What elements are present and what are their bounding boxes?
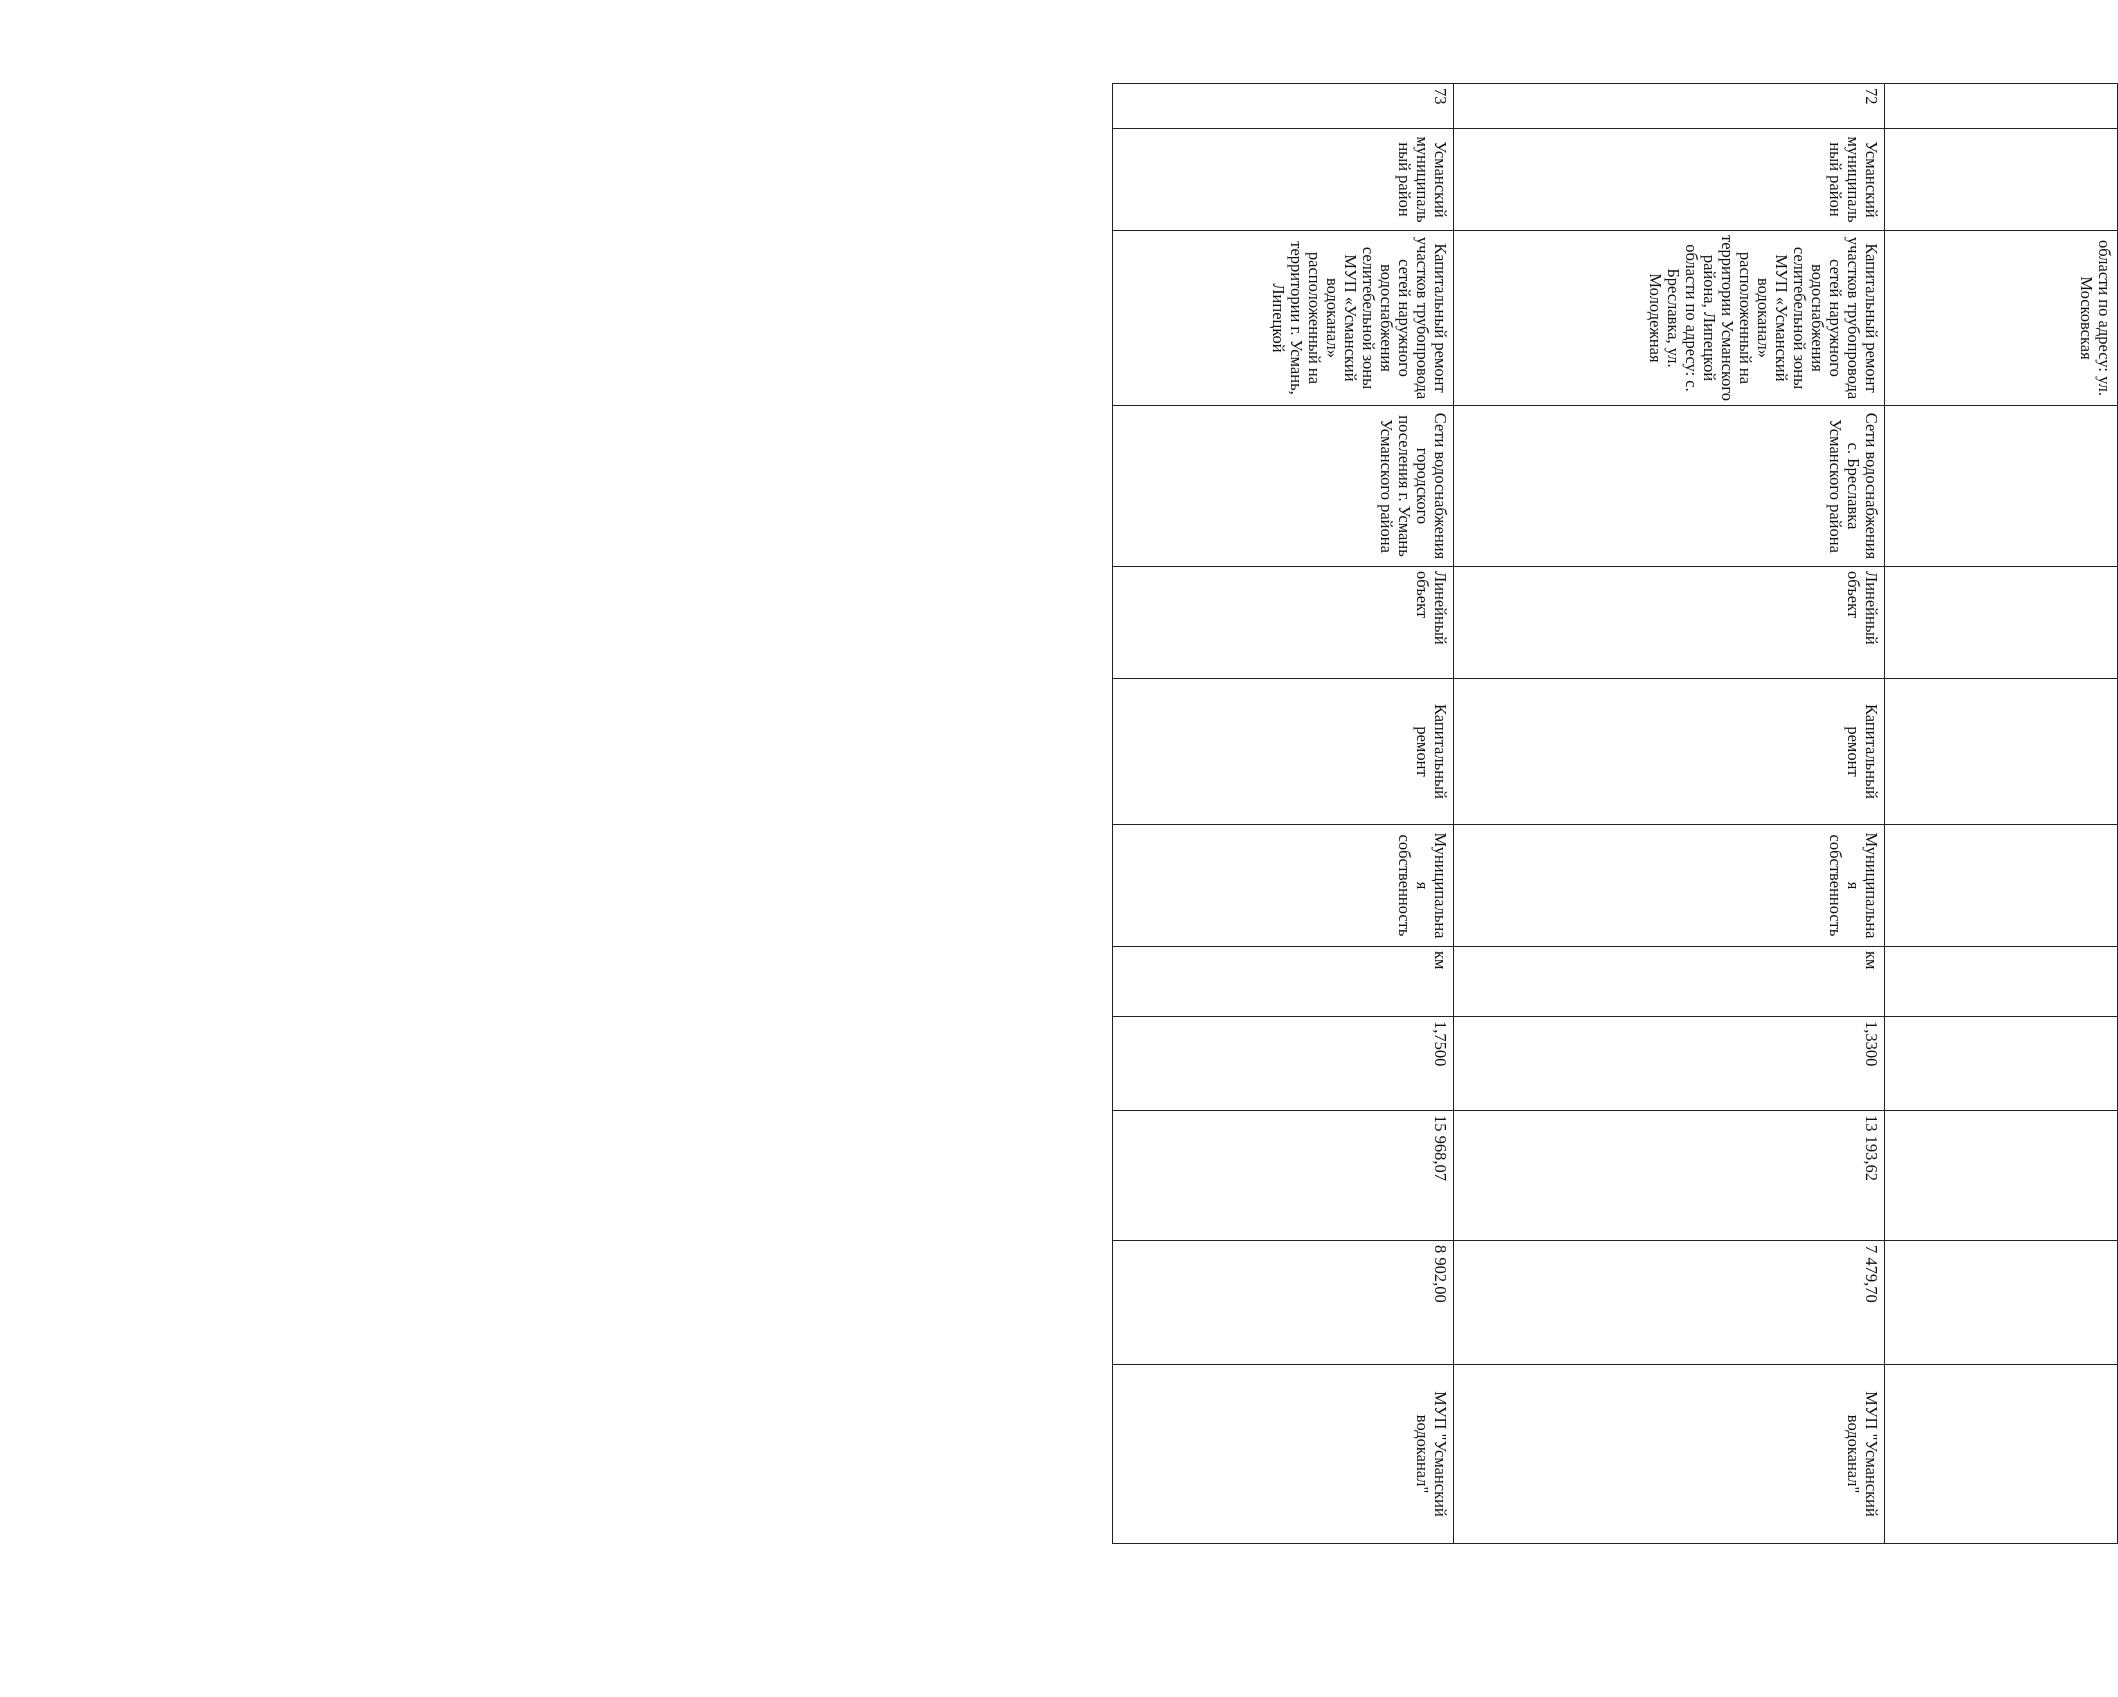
table-row [1885,84,2118,1544]
cell-description: Капитальный ремонт участков трубопровода сетей наружного водоснабжения селитебельной зоны МУП «Усманский водоканал» расположенный на территории г. Усмань, Липецкой [1113,231,1454,406]
cell-num: 73 [1113,84,1454,129]
cell-network: Сети водоснабжения городского поселения г. Усмань Усманского района [1113,406,1454,567]
cell-work-type [1885,679,2118,825]
cell-ownership [1885,825,2118,947]
cell-num [1885,84,2118,129]
cell-cost-total [1885,1111,2118,1241]
cell-work-type: Капитальный ремонт [1454,679,1885,825]
cell-unit: км [1113,947,1454,1017]
cell-length: 1,3300 [1454,1017,1885,1111]
cell-ownership: Муниципальная собственность [1113,825,1454,947]
cell-length [1885,1017,2118,1111]
cell-network [1885,406,2118,567]
cell-cost-second [1885,1241,2118,1365]
cell-object-type [1885,567,2118,679]
cell-cost-total: 15 968,07 [1113,1111,1454,1241]
cell-length: 1,7500 [1113,1017,1454,1111]
cell-executor: МУП "Усманский водоканал" [1454,1365,1885,1544]
cell-num: 72 [1454,84,1885,129]
cell-network: Сети водоснабжения с. Бреславка Усманского района [1454,406,1885,567]
works-table [1112,83,2118,1544]
cell-unit: км [1454,947,1885,1017]
cell-unit [1885,947,2118,1017]
cell-cost-second: 8 902,00 [1113,1241,1454,1365]
cell-description: области по адресу: ул. Московская [1885,231,2118,406]
rotated-table-container [1113,83,2118,1543]
cell-district: Усманский муниципальный район [1113,129,1454,231]
table-row [1113,84,1454,1544]
cell-executor: МУП "Усманский водоканал" [1113,1365,1454,1544]
cell-object-type: Линейный объект [1113,567,1454,679]
cell-work-type: Капитальный ремонт [1113,679,1454,825]
cell-executor [1885,1365,2118,1544]
cell-description: Капитальный ремонт участков трубопровода сетей наружного водоснабжения селитебельной зоны МУП «Усманский водоканал» расположенный на территории Усманского района, Липецкой области по адресу: с. Бреславка, ул. Молодежная [1454,231,1885,406]
cell-district [1885,129,2118,231]
cell-ownership: Муниципальная собственность [1454,825,1885,947]
cell-cost-second: 7 479,70 [1454,1241,1885,1365]
cell-cost-total: 13 193,62 [1454,1111,1885,1241]
cell-object-type: Линейный объект [1454,567,1885,679]
table-row [1454,84,1885,1544]
cell-district: Усманский муниципальный район [1454,129,1885,231]
